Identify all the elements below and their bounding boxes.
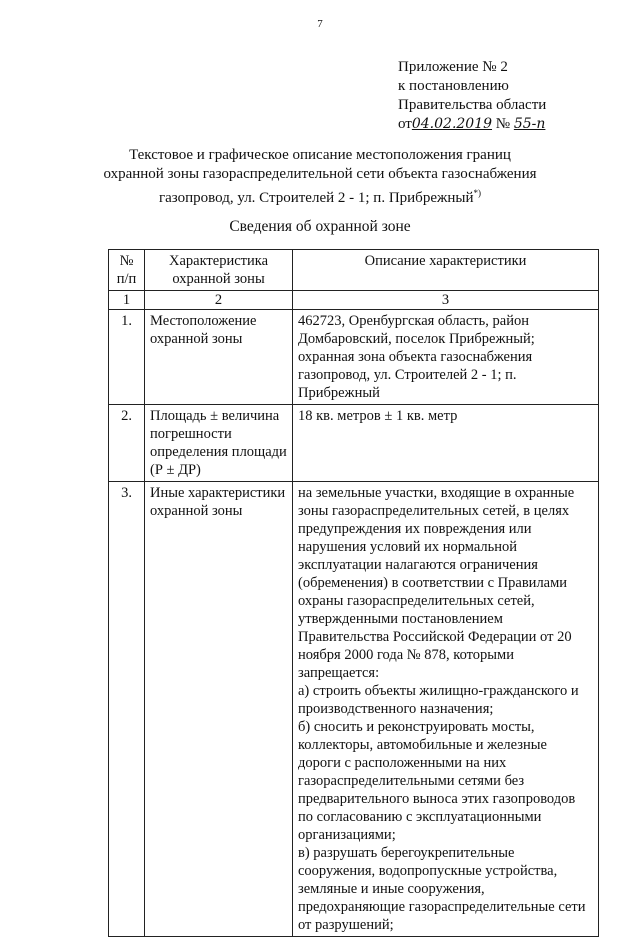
appendix-line-3: Правительства области — [398, 97, 547, 113]
page-number: 7 — [317, 18, 323, 30]
appendix-line-1: Приложение № 2 — [398, 59, 508, 75]
restriction-item-b: б) сносить и реконструировать мосты, коллекторы, автомобильные и железные дороги с расположенными на них газораспределительными сетями без предварительного выноса этих газопроводов по согласованию с эксплуатационными организациями; — [298, 719, 576, 843]
column-number-3: 3 — [293, 291, 599, 310]
table-column-numbers-row — [109, 291, 599, 310]
row-description: 18 кв. метров ± 1 кв. метр — [293, 405, 599, 482]
title-line-3 — [0, 184, 640, 208]
appendix-date-line — [398, 115, 546, 134]
row-description-other — [293, 482, 599, 937]
table-row — [109, 310, 599, 405]
section-subtitle: Сведения об охранной зоне — [229, 218, 411, 235]
row-characteristic: Иные характеристики охранной зоны — [145, 482, 293, 937]
protection-zone-table — [108, 249, 599, 937]
title-line-1: Текстовое и графическое описание местоположения границ — [129, 147, 511, 163]
table-row — [109, 405, 599, 482]
row-description: 462723, Оренбургская область, район Домбаровский, поселок Прибрежный; охранная зона объекта газоснабжения газопровод, ул. Строителей 2 - 1; п. Прибрежный — [293, 310, 599, 405]
title-line-2: охранной зоны газораспределительной сети объекта газоснабжения — [103, 166, 537, 182]
table-header-row — [109, 250, 599, 291]
column-number-2: 2 — [145, 291, 293, 310]
restriction-item-c: в) разрушать берегоукрепительные сооружения, водопропускные устройства, земляные и иные сооружения, предохраняющие газораспределительные сети от разрушений; — [298, 845, 586, 933]
row-number: 1. — [109, 310, 145, 405]
footnote-mark: *) — [473, 188, 481, 198]
restrictions-intro: на земельные участки, входящие в охранные зоны газораспределительных сетей, в целях предупреждения их повреждения или нарушения условий их нормальной эксплуатации налагаются ограничения (обременения) в соответствии с Правилами охраны газораспределительных сетей, утвержденными постановлением Правительства Российской Федерации от 20 ноября 2000 года № 878, которыми запрещается: — [298, 485, 575, 681]
restriction-item-a: а) строить объекты жилищно-гражданского и производственного назначения; — [298, 683, 579, 717]
table-row — [109, 482, 599, 937]
header-number: № п/п — [109, 250, 145, 291]
header-characteristic: Характеристика охранной зоны — [145, 250, 293, 291]
row-characteristic: Местоположение охранной зоны — [145, 310, 293, 405]
handwritten-number: 55-п — [513, 116, 546, 132]
appendix-block — [398, 58, 546, 134]
appendix-line-2: к постановлению — [398, 78, 509, 94]
row-number: 3. — [109, 482, 145, 937]
date-prefix: от — [398, 116, 412, 132]
row-number: 2. — [109, 405, 145, 482]
number-prefix: № — [495, 116, 511, 132]
header-description: Описание характеристики — [293, 250, 599, 291]
handwritten-date: 04.02.2019 — [411, 116, 493, 132]
row-characteristic: Площадь ± величина погрешности определения площади (Р ± ДР) — [145, 405, 293, 482]
column-number-1: 1 — [109, 291, 145, 310]
document-title — [0, 146, 640, 208]
title-line-3-text: газопровод, ул. Строителей 2 - 1; п. Прибрежный — [159, 190, 474, 206]
